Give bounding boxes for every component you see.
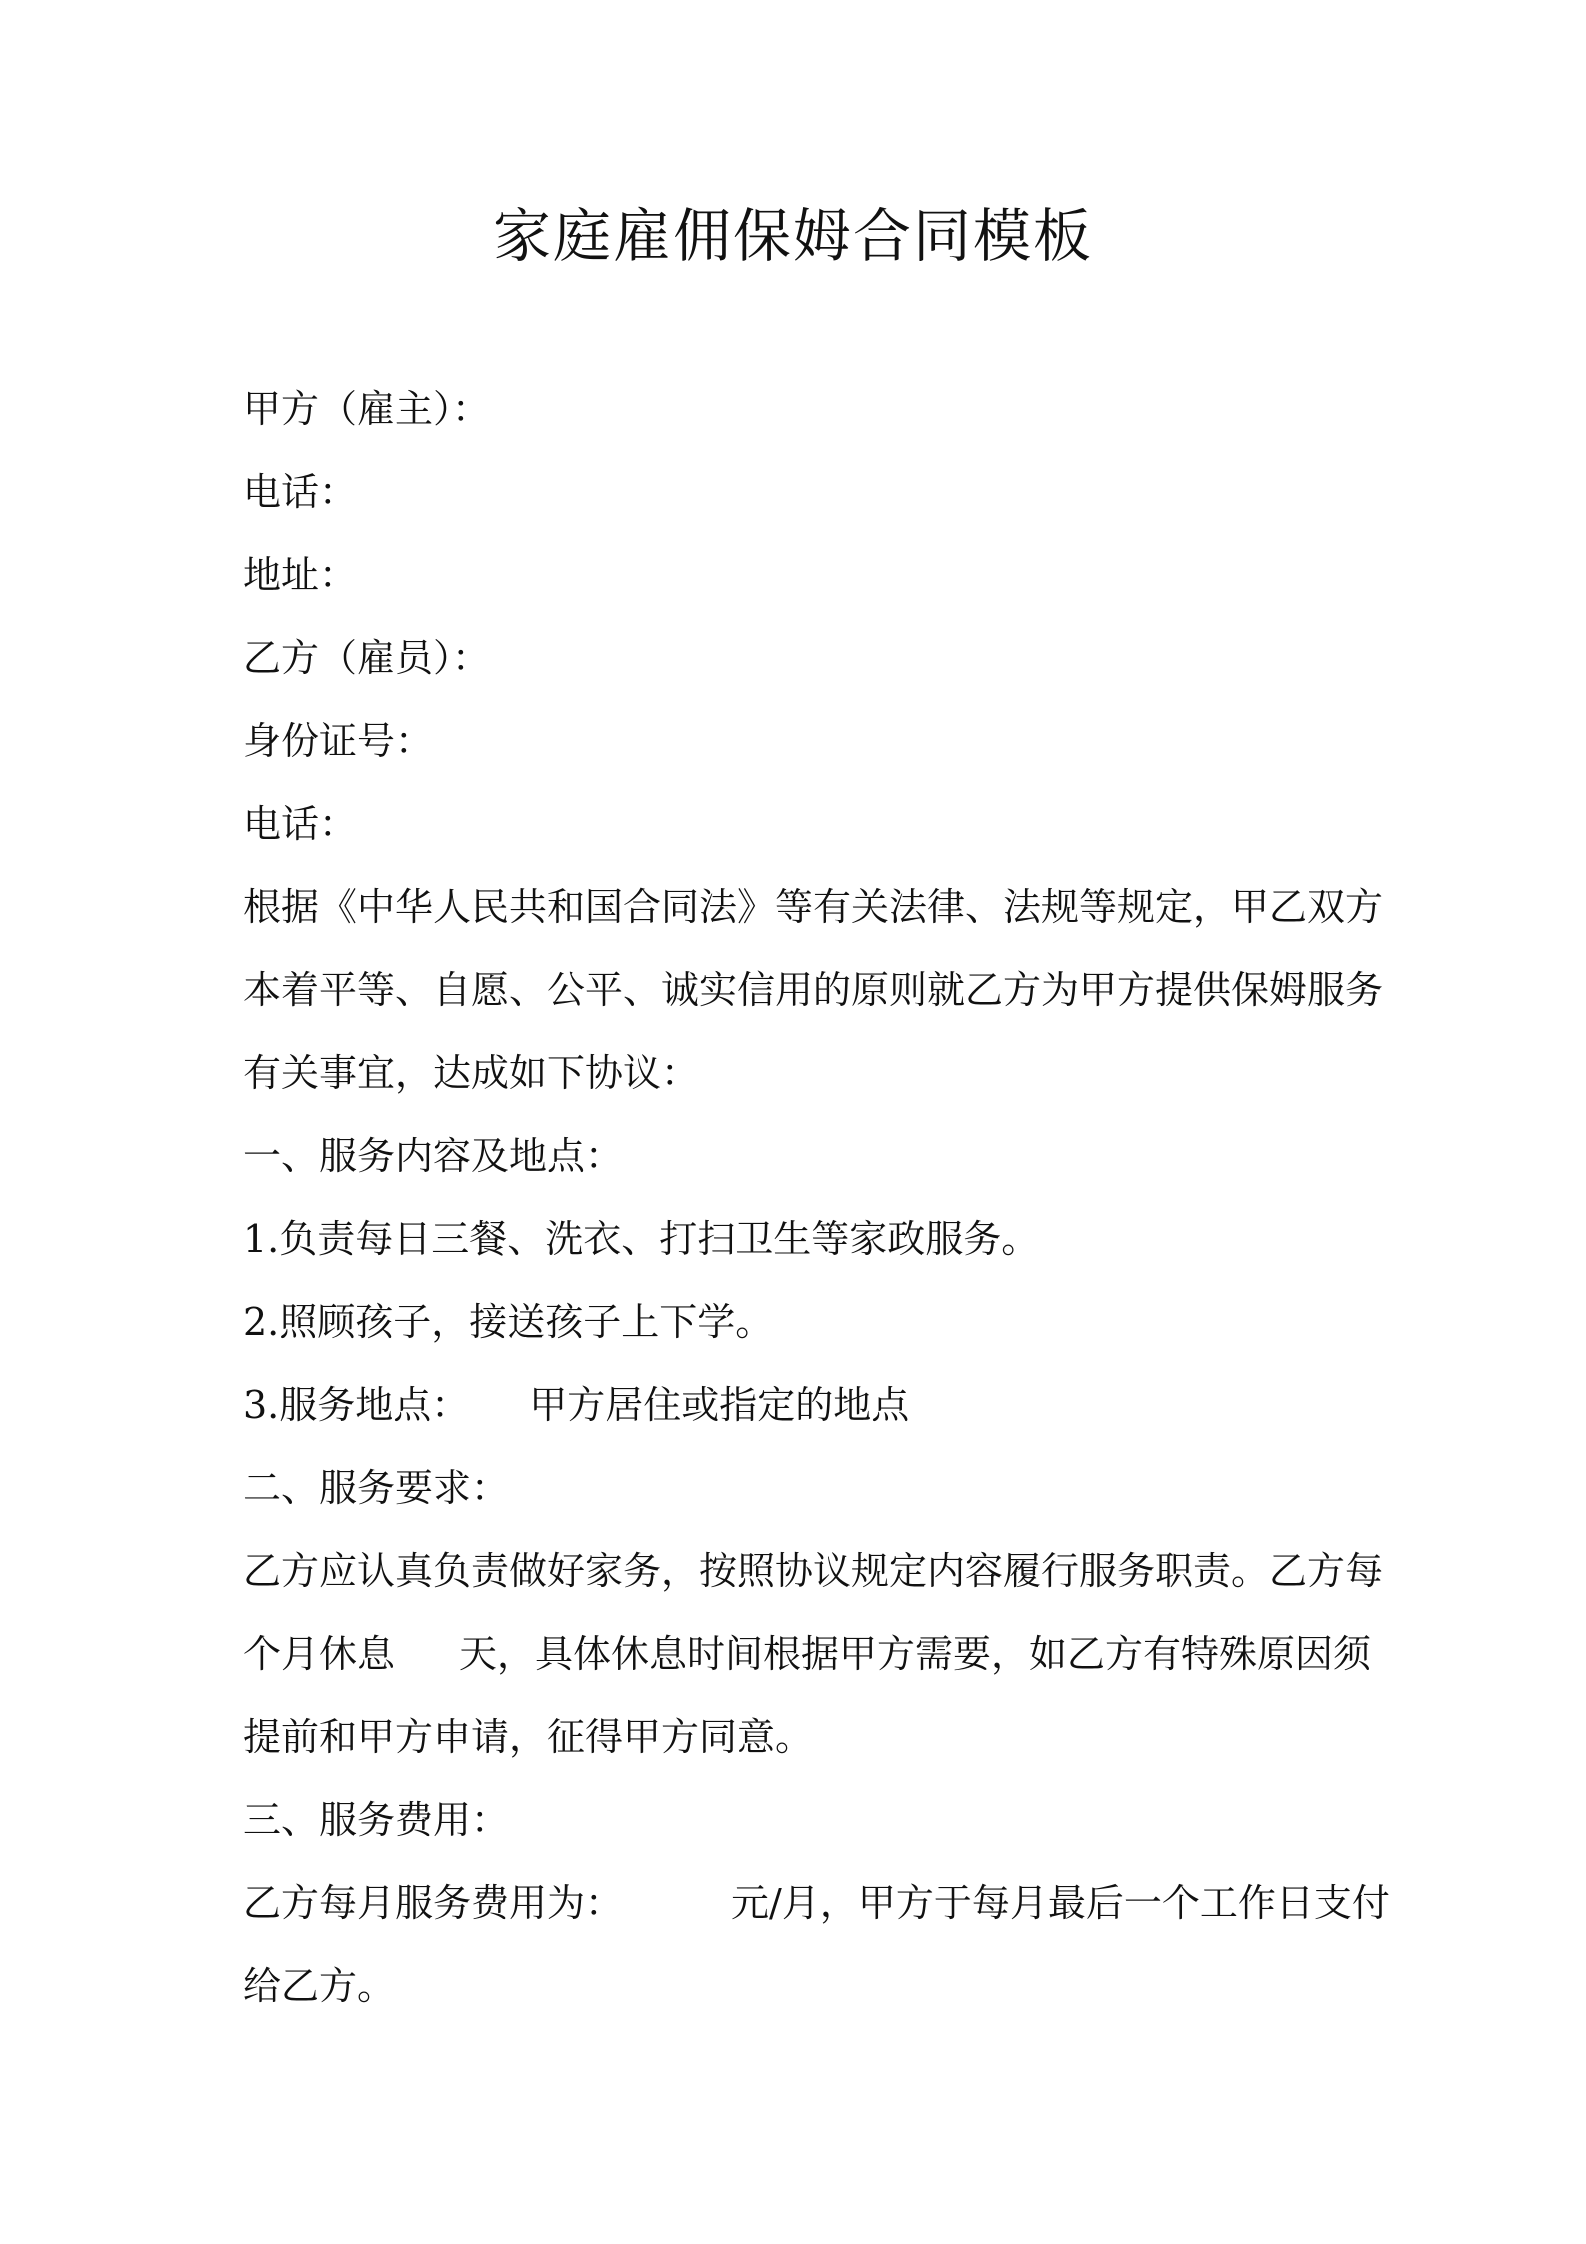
fee-suffix: 元/月，甲方于每月最后一个工作日支付 <box>731 1881 1390 1925</box>
id-number-label: 身份证号： <box>243 719 434 763</box>
section-1-item-3 <box>243 1364 1358 1447</box>
section-1-item-2: 2.照顾孩子，接送孩子上下学。 <box>243 1300 774 1344</box>
service-location-value: 甲方居住或指定的地点 <box>529 1383 910 1427</box>
address-label: 地址： <box>243 553 358 597</box>
rest-days-suffix: 天，具体休息时间根据甲方需要，如乙方有特殊原因须 <box>459 1632 1372 1676</box>
section-3-heading: 三、服务费用： <box>243 1798 510 1842</box>
employer-phone-label: 电话： <box>243 470 358 514</box>
preamble-line-2: 本着平等、自愿、公平、诚实信用的原则就乙方为甲方提供保姆服务 <box>243 968 1384 1012</box>
preamble-line-3: 有关事宜，达成如下协议： <box>243 1051 700 1095</box>
section-1-item-1: 1.负责每日三餐、洗衣、打扫卫生等家政服务。 <box>243 1217 1040 1261</box>
section-1-heading: 一、服务内容及地点： <box>243 1134 624 1178</box>
employer-label: 甲方（雇主）： <box>243 387 491 431</box>
section-3-line-2: 给乙方。 <box>243 1964 396 2008</box>
section-2-line-3: 提前和甲方申请，征得甲方同意。 <box>243 1715 814 1759</box>
section-2-line-1: 乙方应认真负责做好家务，按照协议规定内容履行服务职责。乙方每 <box>243 1549 1384 1593</box>
rest-days-prefix: 个月休息 <box>243 1632 396 1676</box>
employee-phone-label: 电话： <box>243 802 358 846</box>
employee-label: 乙方（雇员）： <box>243 636 491 680</box>
service-location-label: 3.服务地点： <box>243 1383 470 1427</box>
fee-prefix: 乙方每月服务费用为： <box>243 1881 624 1925</box>
section-2-line-2 <box>243 1613 1372 1696</box>
section-2-heading: 二、服务要求： <box>243 1466 510 1510</box>
preamble-line-1: 根据《中华人民共和国合同法》等有关法律、法规等规定，甲乙双方 <box>243 885 1384 929</box>
document-body <box>243 368 1390 2028</box>
document-title: 家庭雇佣保姆合同模板 <box>492 202 1093 270</box>
section-3-line-1 <box>243 1862 1390 1945</box>
